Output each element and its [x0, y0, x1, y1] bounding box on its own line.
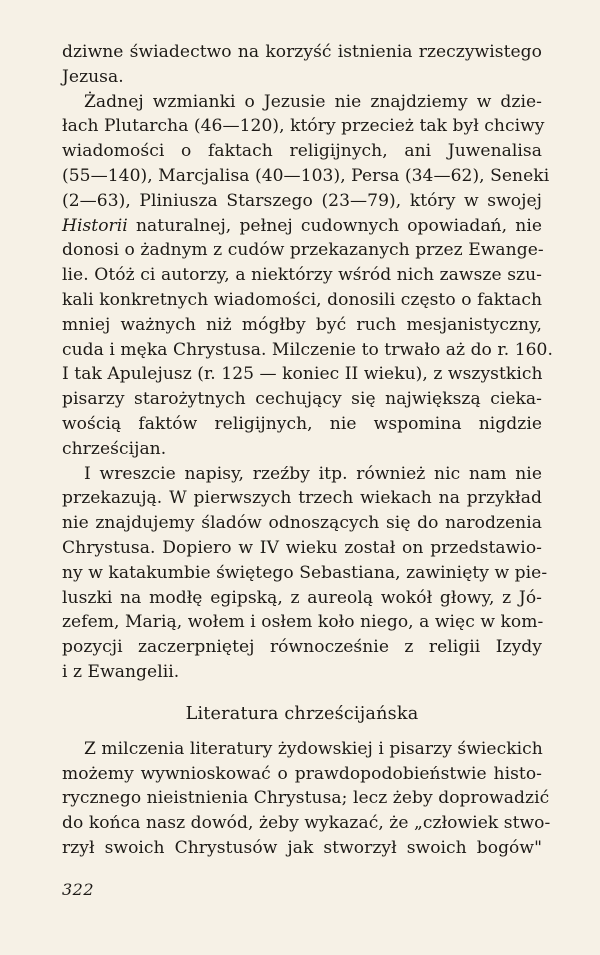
paragraph-inscriptions	[62, 462, 548, 685]
page-body	[62, 40, 553, 861]
paragraph-pagan-authors	[62, 90, 553, 462]
paragraph-continuation	[62, 40, 542, 90]
text-line: Chrystusa. Dopiero w IV wieku został on przedstawio-	[62, 537, 542, 558]
text-fragment: naturalnej, pełnej cudownych opowiadań, nie	[135, 215, 542, 236]
text-line: i z Ewangelii.	[62, 661, 180, 682]
text-line: lie. Otóż ci autorzy, a niektórzy wśród nich zawsze szu-	[62, 265, 542, 286]
text-line: Z milczenia literatury żydowskiej i pisarzy świeckich	[84, 738, 543, 759]
text-line: możemy wywnioskować o prawdopodobieństwie histo-	[62, 763, 542, 784]
text-line: pisarzy starożytnych cechujący się największą cieka-	[62, 389, 542, 410]
text-line: ny w katakumbie świętego Sebastiana, zawinięty w pie-	[62, 562, 548, 583]
text-line: wiadomości o faktach religijnych, ani Juwenalisa	[62, 141, 542, 162]
text-line: nie znajdujemy śladów odnoszących się do narodzenia	[62, 513, 542, 534]
text-line: pozycji zaczerpniętej równocześnie z religii Izydy	[62, 637, 542, 658]
text-line: rycznego nieistnienia Chrystusa; lecz żeby doprowadzić	[62, 788, 550, 809]
text-line: chrześcijan.	[62, 438, 167, 459]
text-line: zefem, Marią, wołem i osłem koło niego, a więc w kom-	[62, 612, 544, 633]
text-line: (2—63), Pliniusza Starszego (23—79), który w swojej	[62, 190, 542, 211]
text-line: łach Plutarcha (46—120), który przecież tak był chciwy	[62, 116, 545, 137]
text-line: mniej ważnych niż mógłby być ruch mesjanistyczny,	[62, 314, 542, 335]
page-number: 322	[62, 880, 95, 899]
text-line: przekazują. W pierwszych trzech wiekach na przykład	[62, 488, 542, 509]
text-line: do końca nasz dowód, żeby wykazać, że „człowiek stwo-	[62, 813, 551, 834]
italic-title: Historii	[62, 215, 128, 236]
text-line: I wreszcie napisy, rzeźby itp. również nic nam nie	[84, 463, 542, 484]
text-line: luszki na modłę egipską, z aureolą wokół głowy, z Jó-	[62, 587, 542, 608]
text-line: rzył swoich Chrystusów jak stworzył swoich bogów"	[62, 837, 542, 858]
text-line: kali konkretnych wiadomości, donosili często o faktach	[62, 289, 542, 310]
text-line: (55—140), Marcjalisa (40—103), Persa (34—62), Seneki	[62, 165, 550, 186]
text-line: Żadnej wzmianki o Jezusie nie znajdziemy w dzie-	[84, 91, 542, 112]
paragraph-christian-literature	[62, 737, 551, 861]
section-heading: Literatura chrześcijańska	[185, 703, 419, 724]
text-line: I tak Apulejusz (r. 125 — koniec II wieku), z wszystkich	[62, 364, 543, 385]
text-line	[62, 214, 542, 239]
text-line: Jezusa.	[62, 66, 124, 87]
text-line: wością faktów religijnych, nie wspomina nigdzie	[62, 413, 542, 434]
text-line: cuda i męka Chrystusa. Milczenie to trwało aż do r. 160.	[62, 339, 553, 360]
text-line: donosi o żadnym z cudów przekazanych przez Ewange-	[62, 240, 544, 261]
text-line: dziwne świadectwo na korzyść istnienia rzeczywistego	[62, 42, 542, 62]
